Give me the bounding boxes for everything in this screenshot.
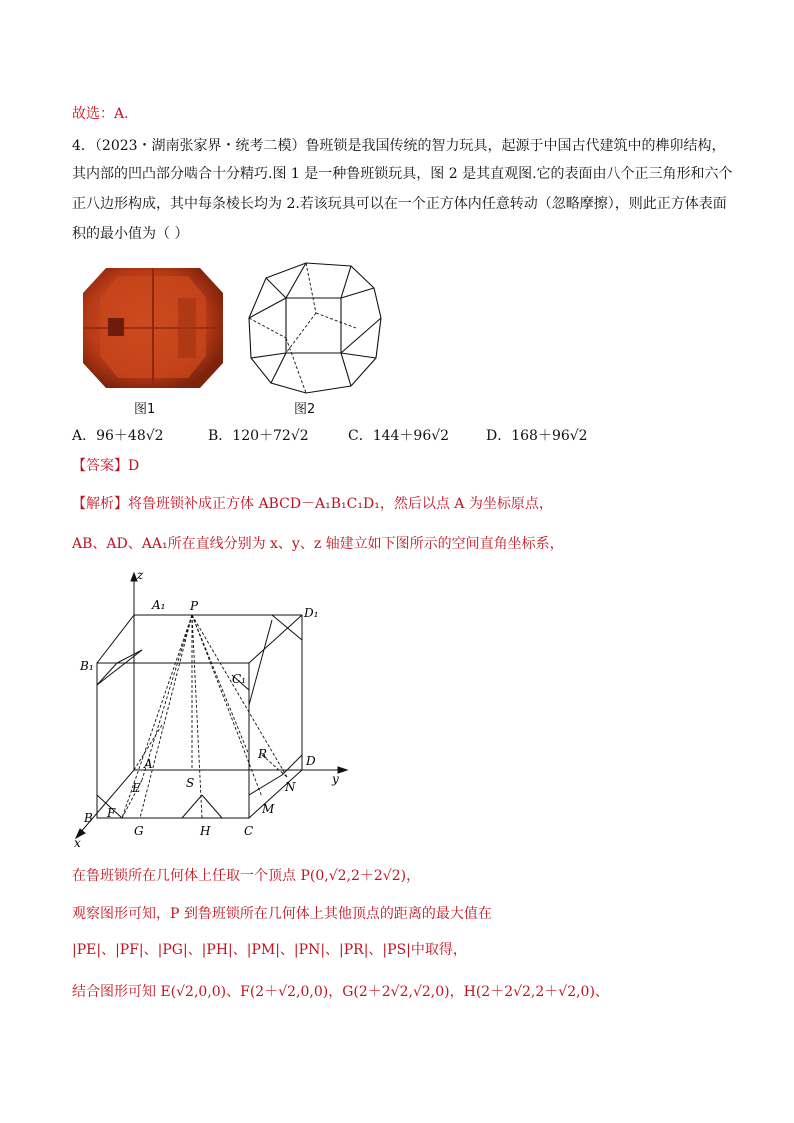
label-s: S: [186, 776, 195, 790]
choice-a: A．96＋48√2: [72, 428, 164, 444]
label-n: N: [285, 780, 296, 794]
label-g: G: [134, 824, 144, 838]
label-r: R: [258, 747, 268, 761]
label-h: H: [200, 824, 211, 838]
label-c1: C₁: [232, 672, 246, 686]
label-e: E: [132, 781, 141, 795]
solution-line-4: 结合图形可知 E(√2,0,0)、F(2＋√2,0,0)，G(2＋2√2,√2,0)，H(2＋2√2,2＋√2,0)、: [72, 984, 609, 1000]
previous-answer-line: 故选：A．: [72, 106, 139, 122]
label-p: P: [190, 599, 199, 613]
label-y: y: [332, 772, 339, 786]
label-z: z: [137, 568, 144, 582]
figure-1-caption: 图1: [134, 402, 156, 417]
solution-line-3: |PE|、|PF|、|PG|、|PH|、|PM|、|PN|、|PR|、|PS|中取得，: [72, 942, 467, 958]
analysis-line-2: AB、AD、AA₁所在直线分别为 x、y、z 轴建立如下图所示的空间直角坐标系，: [72, 536, 564, 552]
label-a1: A₁: [152, 598, 166, 612]
choice-c: C．144＋96√2: [348, 428, 450, 444]
label-a: A: [144, 757, 153, 771]
label-d1: D₁: [304, 606, 319, 620]
choice-b: B．120＋72√2: [208, 428, 309, 444]
question-line-1: 4．（2023・湖南张家界・统考二模）鲁班锁是我国传统的智力玩具，起源于中国古代建筑中的榫卯结构，: [72, 138, 726, 154]
label-b: B: [84, 811, 93, 825]
solution-line-2: 观察图形可知，P 到鲁班锁所在几何体上其他顶点的距离的最大值在: [72, 906, 492, 922]
analysis-line-1: 【解析】将鲁班锁补成正方体 ABCD－A₁B₁C₁D₁，然后以点 A 为坐标原点，: [72, 496, 553, 512]
question-line-2: 其内部的凹凸部分啮合十分精巧.图 1 是一种鲁班锁玩具，图 2 是其直观图.它的表面由八个正三角形和六个: [72, 166, 733, 182]
luban-lock-diagram: [246, 258, 386, 398]
label-b1: B₁: [80, 659, 94, 673]
solution-line-1: 在鲁班锁所在几何体上任取一个顶点 P(0,√2,2＋2√2)，: [72, 868, 421, 884]
cube-coordinate-diagram: [72, 565, 352, 850]
luban-lock-photo: [78, 258, 228, 396]
label-d: D: [306, 754, 316, 768]
label-f: F: [107, 806, 116, 820]
label-x: x: [74, 836, 81, 850]
label-m: M: [262, 802, 275, 816]
question-line-3: 正八边形构成，其中每条棱长均为 2.若该玩具可以在一个正方体内任意转动（忽略摩擦），则此正方体表面: [72, 196, 727, 212]
question-line-4: 积的最小值为（ ）: [72, 226, 189, 242]
figure-2-caption: 图2: [294, 402, 316, 417]
answer-line: 【答案】D: [72, 458, 140, 474]
choice-d: D．168＋96√2: [486, 428, 588, 444]
label-c: C: [244, 824, 254, 838]
